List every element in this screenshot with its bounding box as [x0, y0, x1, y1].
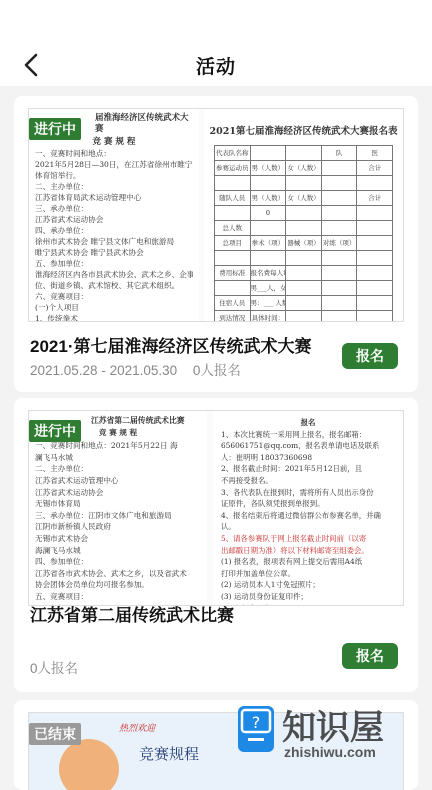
poster-doc-subtitle: 竞 赛 规 程 [35, 427, 201, 439]
signup-count: 0人报名 [193, 363, 241, 378]
activity-poster-image [28, 108, 404, 322]
poster-form-cell [215, 176, 251, 191]
status-badge: 进行中 [29, 118, 81, 140]
poster-right-title: 报名 [221, 417, 395, 429]
poster-form-cell [286, 266, 322, 281]
poster-form-cell [322, 191, 358, 206]
poster-form-cell: 具体时间： [251, 311, 287, 322]
poster-lines [35, 148, 193, 322]
poster-line: 二、主办单位： [35, 181, 193, 192]
poster-form-cell [322, 206, 358, 221]
poster-line [221, 603, 395, 607]
poster-form-cell: 女（人数） [286, 191, 322, 206]
top-bar [0, 0, 432, 86]
poster-line: 睢宁县武术协会 睢宁县武术协会 [35, 247, 193, 258]
activity-card[interactable] [14, 96, 418, 392]
poster-form-cell [251, 176, 287, 191]
poster-line: 江阴市新桥镇人民政府 [35, 521, 201, 533]
poster-line: 三、承办单位： [35, 203, 193, 214]
poster-form-cell [286, 296, 322, 311]
poster-line: 5、请各参赛队于网上报名截止时间前（以寄 [221, 533, 395, 545]
poster-line: 出邮戳日期为准）将以下材料邮寄至组委会。 [221, 545, 395, 557]
poster-line: 656061751@qq.com，报名表单请电话及联系 [221, 440, 395, 452]
poster-line: 澜飞马水城 [35, 452, 201, 464]
poster-form-cell [286, 176, 322, 191]
poster-slogan: 热烈欢迎 [119, 721, 155, 734]
poster-form-cell [215, 206, 251, 221]
poster-form-cell: 男：___ 人 [251, 296, 287, 311]
poster-line: 四、承办单位： [35, 225, 193, 236]
poster-form-cell: 参赛运动员 [215, 161, 251, 176]
poster-form-cell: 代表队名称 [215, 146, 251, 161]
poster-form-cell [215, 281, 251, 296]
poster-right-lines [221, 429, 395, 606]
watermark-url: zhishiwu.com [284, 744, 376, 760]
poster-form-cell: 男（人数） [251, 191, 287, 206]
signup-button[interactable]: 报名 [342, 343, 398, 369]
poster-form-cell [357, 311, 393, 322]
poster-line: 无锡市体育局 [35, 498, 201, 510]
poster-form-cell [357, 251, 393, 266]
poster-form-cell [357, 176, 393, 191]
poster-line: 认。 [221, 521, 395, 533]
activity-title: 2021·第七届淮海经济区传统武术大赛 [30, 332, 311, 357]
poster-form-cell [322, 311, 358, 322]
poster-form-cell [357, 296, 393, 311]
poster-line: 海澜飞马水城 [35, 545, 201, 557]
poster-form-cell [286, 281, 322, 296]
poster-doc-subtitle: 竞 赛 规 程 [35, 137, 193, 148]
poster-line: (2) 运动员本人1寸免冠照片； [221, 579, 395, 591]
poster-line: 江苏省武术运动管理中心 [35, 475, 201, 487]
status-badge: 进行中 [29, 420, 81, 442]
poster-signup-info [213, 411, 403, 605]
poster-line: 江苏省武术运动协会 [35, 214, 193, 225]
poster-line: 无锡市武术协会 [35, 533, 201, 545]
poster-form-cell [322, 296, 358, 311]
signup-button[interactable]: 报名 [342, 643, 398, 669]
activity-meta [30, 359, 241, 379]
poster-form-cell [322, 161, 358, 176]
poster-line: 三、承办单位：江阴市文体广电和旅游局 [35, 510, 201, 522]
watermark-help-icon [238, 706, 274, 752]
poster-form-cell: 男___人，女 [251, 281, 287, 296]
poster-form-cell [286, 221, 322, 236]
poster-line: 一、竞赛时间和地点： [35, 148, 193, 159]
poster-line: 二、主办单位： [35, 463, 201, 475]
poster-form-cell: 拳术（项） [251, 236, 287, 251]
poster-line: 江苏省武术运动协会 [35, 487, 201, 499]
watermark-text: 知识屋 [282, 700, 384, 749]
poster-lines [35, 440, 201, 606]
poster-form-cell: 对练（项） [322, 236, 358, 251]
poster-form-cell [357, 206, 393, 221]
status-badge: 已结束 [29, 723, 81, 745]
poster-line: 体育馆举行。 [35, 170, 193, 181]
poster-form-cell [357, 236, 393, 251]
poster-line: 1、传统拳术 [35, 313, 193, 322]
poster-form-cell: 报名费每人 [251, 266, 287, 281]
poster-form-cell [322, 251, 358, 266]
poster-line: 五、参加单位： [35, 258, 193, 269]
poster-sun-shape [59, 739, 119, 790]
poster-line: 不再接受报名。 [221, 475, 395, 487]
poster-line: 一、竞赛时间和地点：2021年5月22日 海 [35, 440, 201, 452]
poster-line: 2021年5月28日—30日，在江苏省徐州市睢宁 [35, 159, 193, 170]
poster-form-cell [286, 206, 322, 221]
poster-regulation-text [29, 109, 199, 321]
poster-form-cell: 随队人员 [215, 191, 251, 206]
poster-form-cell [286, 251, 322, 266]
poster-line: (1) 报名表，报项表有网上提交后需用A4纸 [221, 556, 395, 568]
poster-form-grid [214, 145, 393, 322]
poster-form-cell [322, 266, 358, 281]
poster-line: 4、报名结束后将通过微信群公布参赛名单，并确 [221, 510, 395, 522]
poster-form-cell: 总人数 [215, 221, 251, 236]
poster-line: 2、报名截止时间：2021年5月12日前，且 [221, 463, 395, 475]
poster-line: 人：崔明明 18037360698 [221, 452, 395, 464]
poster-form-cell [322, 221, 358, 236]
poster-form-cell: 队 [322, 146, 358, 161]
activity-title: 江苏省第二届传统武术比赛 [30, 601, 234, 626]
poster-heading: 竞赛规程 [139, 743, 199, 764]
poster-form-cell [251, 221, 287, 236]
poster-form-title: 2021第七届淮海经济区传统武术大赛报名表 [204, 123, 403, 137]
poster-line: 四、参加单位： [35, 556, 201, 568]
poster-form-cell: 到达情况 [215, 311, 251, 322]
svg-text:?: ? [252, 713, 261, 732]
poster-doc-title: 江苏省第二届传统武术比赛 [91, 415, 201, 427]
poster-form-cell: 医 [357, 146, 393, 161]
poster-form-cell: 器械（项） [286, 236, 322, 251]
poster-form-cell [251, 146, 287, 161]
poster-line: 徐州市武术协会 睢宁县文体广电和旅游局 [35, 236, 193, 247]
poster-form-cell [357, 266, 393, 281]
poster-form-cell: 女（人数） [286, 161, 322, 176]
poster-form-cell: 费用标准 [215, 266, 251, 281]
poster-line: 淮海经济区内各市县武术协会、武术之乡、企事业单 [35, 269, 193, 280]
poster-form-cell: 合计 [357, 191, 393, 206]
poster-line: 3、各代表队在报到时，需将所有人员出示身份 [221, 487, 395, 499]
activity-card[interactable] [14, 398, 418, 692]
poster-form-cell [215, 251, 251, 266]
poster-doc-title: 届淮海经济区传统武术大赛 [95, 113, 193, 135]
activity-date-range: 2021.05.28 - 2021.05.30 [30, 363, 177, 378]
poster-form-cell: 住宿人员 [215, 296, 251, 311]
poster-line: 打印并加盖单位公章。 [221, 568, 395, 580]
poster-form-cell [322, 176, 358, 191]
poster-line: 江苏省各市武术协会、武术之乡，以及省武术 [35, 568, 201, 580]
poster-line: 五、竞赛项目： [35, 591, 201, 603]
poster-form-cell: 男（人数） [251, 161, 287, 176]
poster-form-cell [286, 146, 322, 161]
poster-line: 位、街道乡镇、武术馆校、其它武术组织。 [35, 280, 193, 291]
poster-form-cell: 总项目 [215, 236, 251, 251]
poster-line: 六、竞赛项目： [35, 291, 193, 302]
poster-signup-form [204, 109, 403, 321]
poster-form-cell: 合计 [357, 161, 393, 176]
poster-form-cell [322, 281, 358, 296]
poster-form-cell: 0 [251, 206, 287, 221]
poster-form-cell [251, 251, 287, 266]
poster-line: 1、本次比赛统一采用网上报名，报名邮箱： [221, 429, 395, 441]
poster-form-cell [357, 221, 393, 236]
activity-poster-image [28, 410, 404, 606]
page-title: 活动 [0, 52, 432, 79]
poster-line: 证原件，各队须凭报到单报到。 [221, 498, 395, 510]
poster-line: 江苏省体育局武术运动管理中心 [35, 192, 193, 203]
poster-line: (3) 运动员身份证复印件； [221, 591, 395, 603]
poster-line: (一)个人项目 [35, 302, 193, 313]
poster-line: 协会团体会员单位均可报名参加。 [35, 579, 201, 591]
signup-count: 0人报名 [30, 657, 78, 677]
poster-form-cell [357, 281, 393, 296]
watermark-logo [232, 698, 432, 768]
poster-form-cell [286, 311, 322, 322]
